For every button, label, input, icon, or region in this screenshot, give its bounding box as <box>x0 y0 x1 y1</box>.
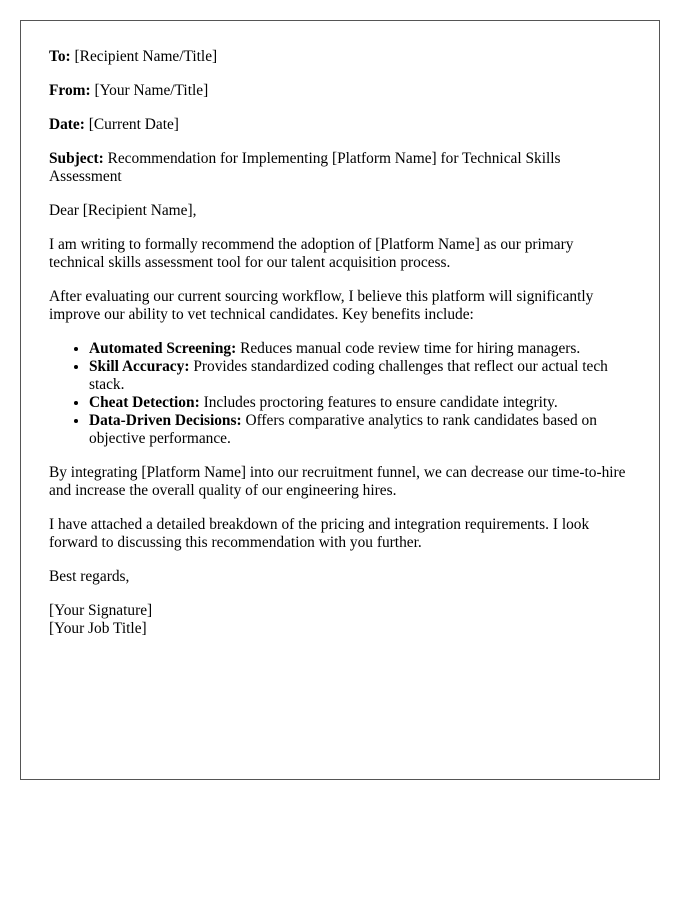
job-title: [Your Job Title] <box>49 620 147 637</box>
from-label: From: <box>49 82 91 99</box>
signature-block <box>49 602 631 638</box>
integration-paragraph: By integrating [Platform Name] into our recruitment funnel, we can decrease our time-to-hire and increase the overall quality of our engineering hires. <box>49 464 626 499</box>
benefit-text: Includes proctoring features to ensure candidate integrity. <box>203 394 558 411</box>
to-label: To: <box>49 48 71 65</box>
evaluation-paragraph: After evaluating our current sourcing workflow, I believe this platform will significantly improve our ability to vet technical candidates. Key benefits include: <box>49 288 594 323</box>
benefit-item <box>89 358 631 394</box>
sign-off: Best regards, <box>49 568 130 585</box>
benefit-title: Data-Driven Decisions: <box>89 412 242 429</box>
benefit-text: Provides standardized coding challenges that reflect our actual tech stack. <box>89 358 608 393</box>
benefits-list <box>49 340 631 448</box>
to-value: [Recipient Name/Title] <box>74 48 218 65</box>
attachment-paragraph: I have attached a detailed breakdown of the pricing and integration requirements. I look forward to discussing this recommendation with you further. <box>49 516 590 551</box>
benefit-item <box>89 412 631 448</box>
benefit-text: Reduces manual code review time for hiring managers. <box>240 340 581 357</box>
date-label: Date: <box>49 116 85 133</box>
signature: [Your Signature] <box>49 602 153 619</box>
subject-value: Recommendation for Implementing [Platform Name] for Technical Skills Assessment <box>49 150 561 185</box>
subject-label: Subject: <box>49 150 104 167</box>
benefit-text: Offers comparative analytics to rank candidates based on objective performance. <box>89 412 597 447</box>
memo-letter <box>20 20 660 780</box>
benefit-title: Automated Screening: <box>89 340 237 357</box>
subject-line <box>49 150 631 186</box>
from-line <box>49 82 631 100</box>
salutation: Dear [Recipient Name], <box>49 202 197 219</box>
benefit-item <box>89 340 631 358</box>
date-line <box>49 116 631 134</box>
to-line <box>49 48 631 66</box>
benefit-item <box>89 394 631 412</box>
date-value: [Current Date] <box>88 116 179 133</box>
from-value: [Your Name/Title] <box>94 82 209 99</box>
benefit-title: Skill Accuracy: <box>89 358 190 375</box>
benefit-title: Cheat Detection: <box>89 394 200 411</box>
intro-paragraph: I am writing to formally recommend the adoption of [Platform Name] as our primary technical skills assessment tool for our talent acquisition process. <box>49 236 574 271</box>
